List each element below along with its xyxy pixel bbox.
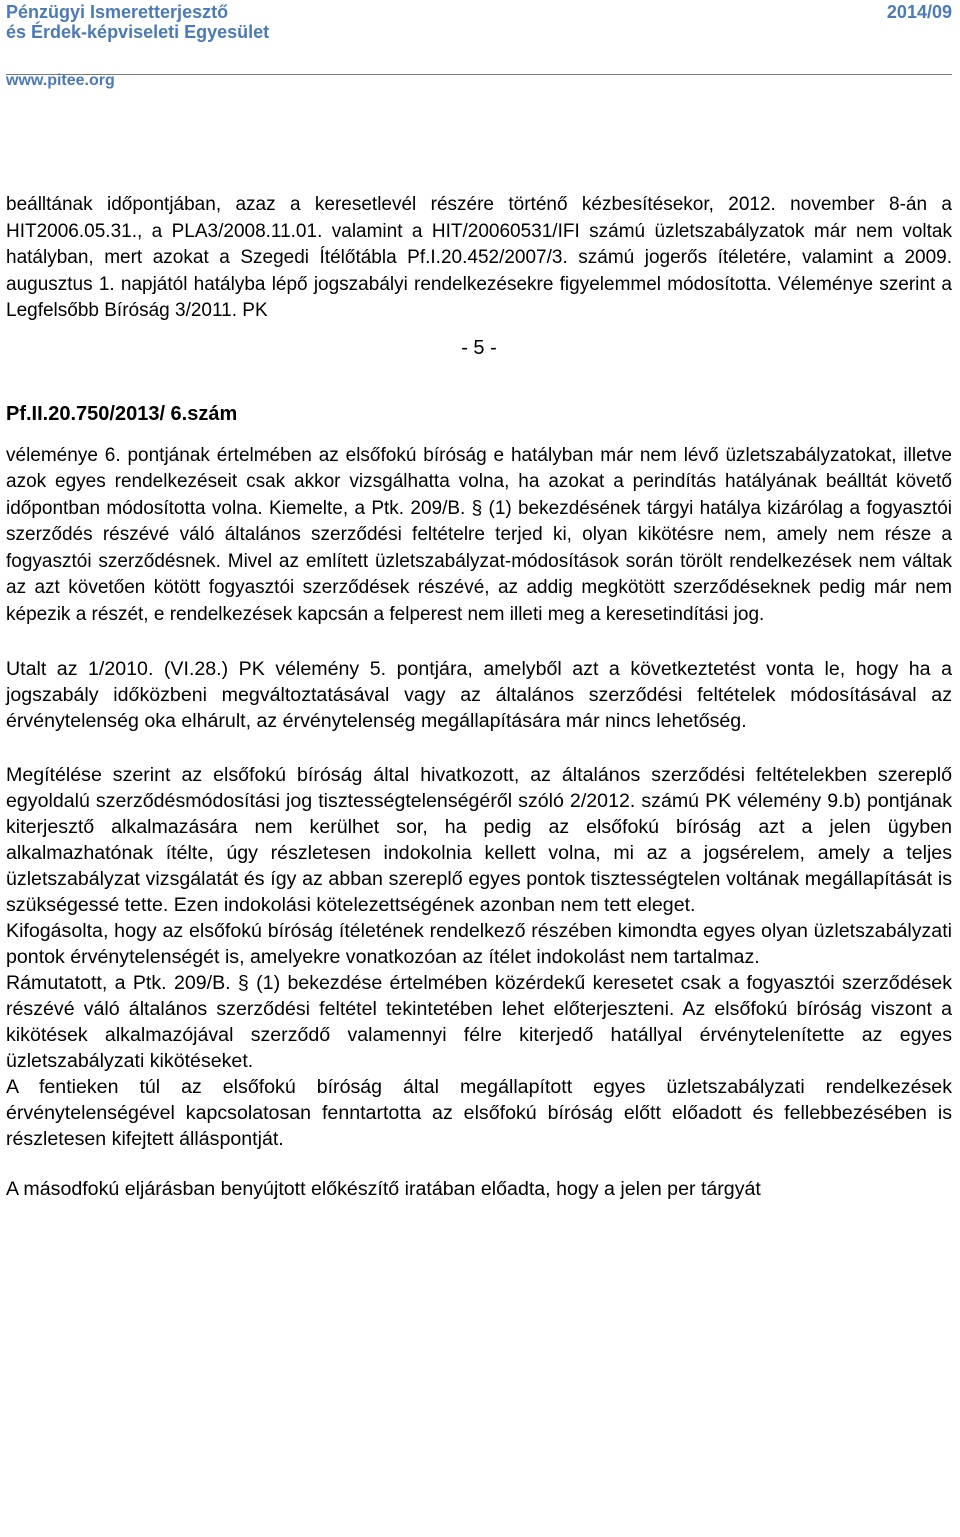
paragraph-1: beálltának időpontjában, azaz a keresetlevél részére történő kézbesítésekor, 2012. november 8-án a HIT2006.05.31., a PLA3/2008.11.01. valamint a HIT/20060531/IFI számú üzletszabályzatok már nem voltak hatályban, mert azokat a Szegedi Ítélőtábla Pf.I.20.452/2007/3. számú jogerős ítéletére, valamint a 2009. augusztus 1. napjától hatályba lépő jogszabályi rendelkezésekre figyelemmel módosította. Véleménye szerint a Legfelsőbb Bíróság 3/2011. PK	[6, 194, 952, 321]
page-header	[6, 0, 952, 89]
organization-name-line-1: Pénzügyi Ismeretterjesztő	[6, 2, 229, 22]
paragraph-7: A fentieken túl az elsőfokú bíróság által megállapított egyes üzletszabályzati rendelkezések érvénytelenségével kapcsolatosan fenntartotta az elsőfokú bíróság előtt előadott és fellebbezésében is részletesen kifejtett álláspontját.	[6, 1076, 952, 1150]
page-number: - 5 -	[461, 336, 497, 359]
paragraph-3: Utalt az 1/2010. (VI.28.) PK vélemény 5. pontjára, amelyből azt a következtetést vonta le, hogy ha a jogszabály időközbeni megváltoztatásával vagy az általános szerződési feltételek módosításával az érvénytelenség oka elhárult, az érvénytelenség megállapítására már nincs lehetőség.	[6, 658, 952, 732]
case-number: Pf.II.20.750/2013/ 6.szám	[6, 402, 238, 425]
paragraph-8: A másodfokú eljárásban benyújtott előkészítő iratában előadta, hogy a jelen per tárgyát	[6, 1178, 761, 1200]
document-body	[6, 192, 952, 1202]
paragraph-2: véleménye 6. pontjának értelmében az elsőfokú bíróság e hatályban már nem lévő üzletszabályzatokat, illetve azok egyes rendelkezéseit csak akkor vizsgálhatta volna, ha azokat a perindítás hatályának beálltát követő időpontban módosította volna. Kiemelte, a Ptk. 209/B. § (1) bekezdésének tárgyi hatálya kizárólag a fogyasztói szerződés részévé váló általános szerződési feltételre terjed ki, olyan kikötésre nem, amely nem része a fogyasztói szerződésnek. Mivel az említett üzletszabályzat-módosítások során törölt rendelkezések nem váltak az azt követően kötött fogyasztói szerződések részévé, az addig megkötött szerződéseknek pedig már nem képezik a részét, e rendelkezések kapcsán a felperest nem illeti meg a keresetindítási jog.	[6, 444, 952, 625]
paragraph-5: Kifogásolta, hogy az elsőfokú bíróság ítéletének rendelkező részében kimondta egyes olyan üzletszabályzati pontok érvénytelenségét is, amelyekre vonatkozóan az ítélet indokolást nem tartalmaz.	[6, 920, 952, 968]
organization-name-line-2: és Érdek-képviseleti Egyesület	[6, 22, 270, 42]
paragraph-4: Megítélése szerint az elsőfokú bíróság által hivatkozott, az általános szerződési feltételekben szereplő egyoldalú szerződésmódosítási jog tisztességtelenségéről szóló 2/2012. számú PK vélemény 9.b) pontjának kiterjesztő alkalmazására nem kerülhet sor, ha pedig az elsőfokú bíróság azt a jelen ügyben alkalmazhatónak ítélte, úgy részletesen indokolnia kellett volna, mi az a jogsérelem, amely a teljes üzletszabályzat vizsgálatát és így az abban szereplő egyes pontok tisztességtelen voltának megállapítását is szükségessé tette. Ezen indokolási kötelezettségének azonban nem tett eleget.	[6, 764, 952, 916]
website-link[interactable]: www.pitee.org	[6, 72, 115, 89]
paragraph-6: Rámutatott, a Ptk. 209/B. § (1) bekezdése értelmében közérdekű keresetet csak a fogyasztói szerződések részévé váló általános szerződési feltétel tekintetében lehet előterjeszteni. Az elsőfokú bíróság viszont a kikötések alkalmazójával szerződő valamennyi félre kiterjedő hatállyal érvénytelenítette az egyes üzletszabályzati kikötéseket.	[6, 972, 952, 1072]
organization-name	[6, 2, 269, 42]
issue-date: 2014/09	[886, 2, 952, 22]
